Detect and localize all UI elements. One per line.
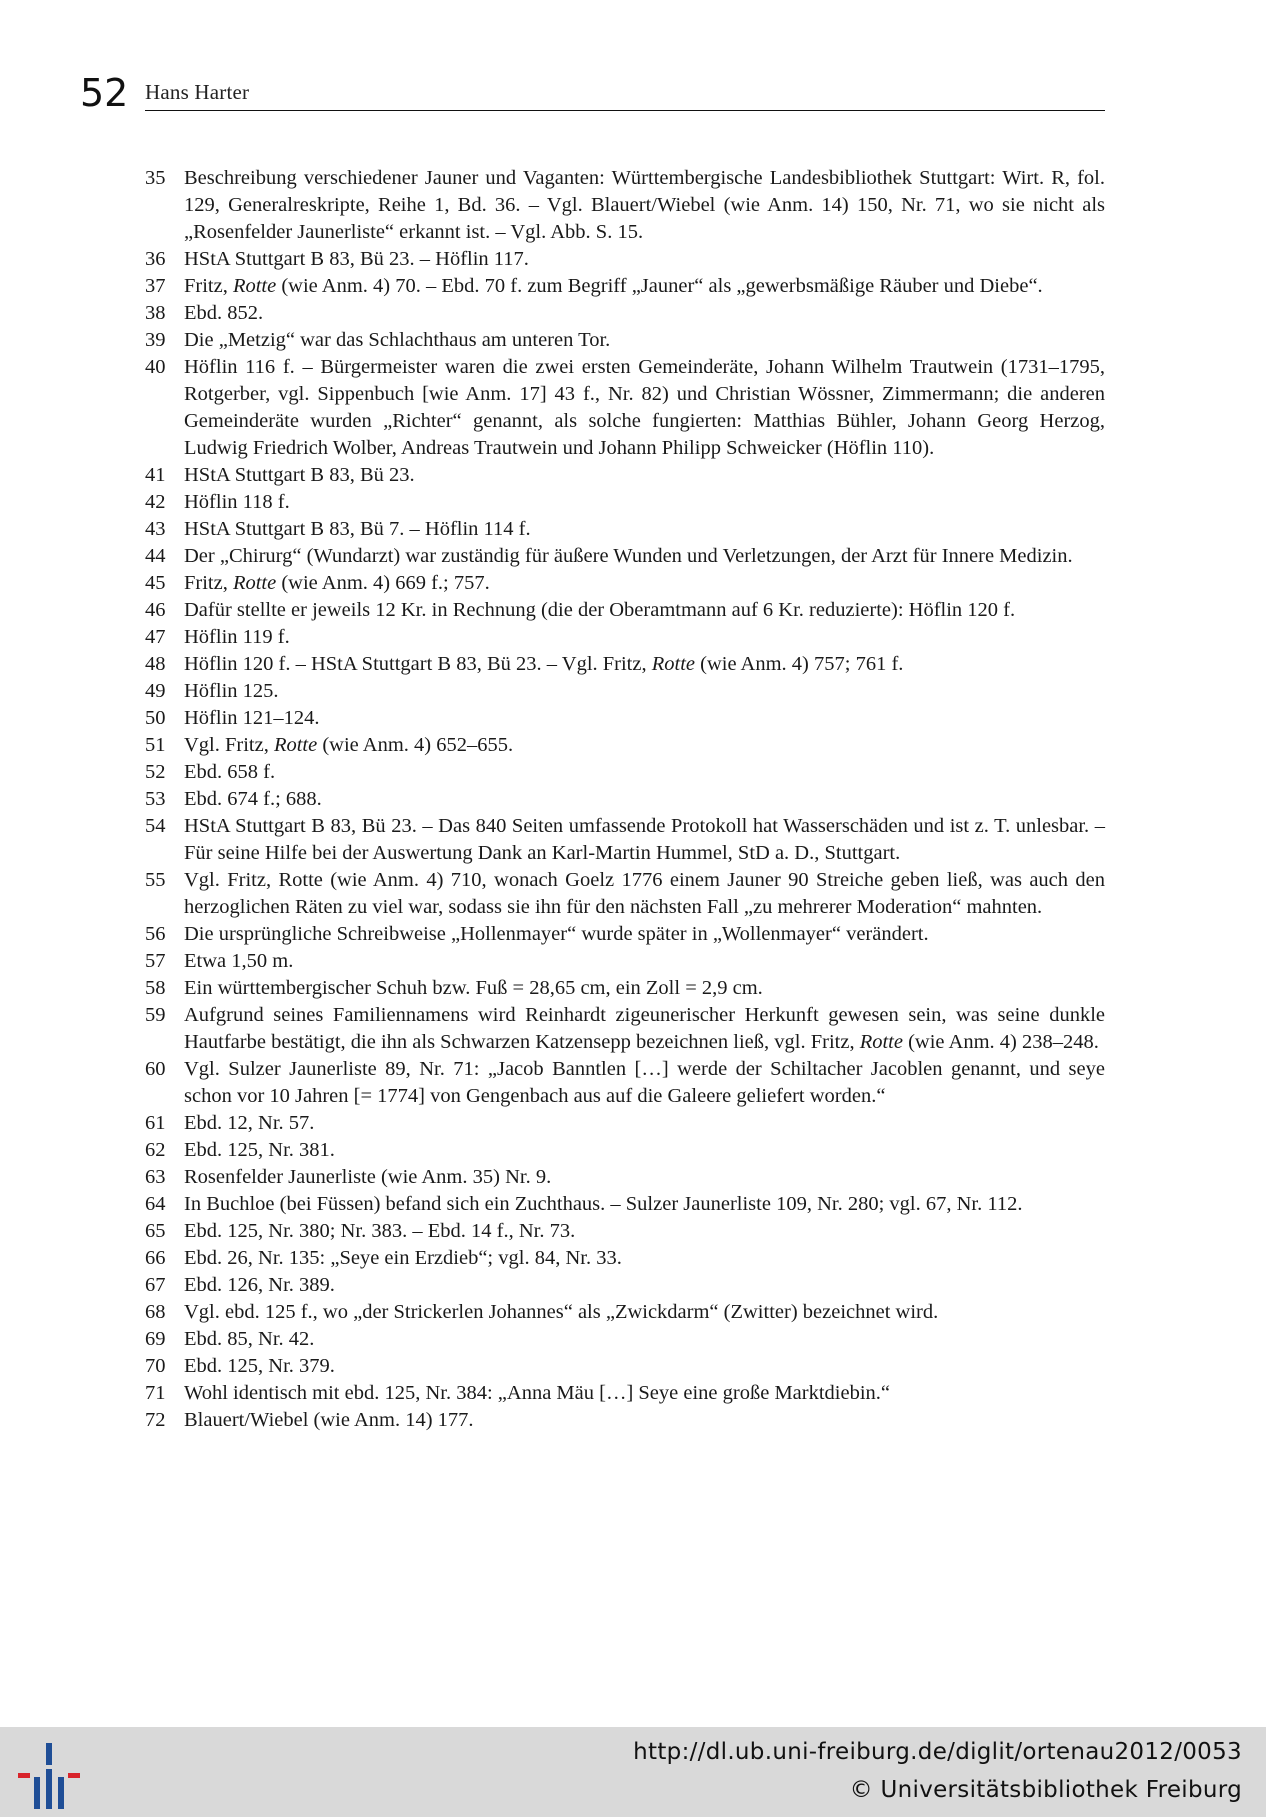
- footnote-item: [145, 1272, 1105, 1299]
- footnote-text-segment: Höflin 121–124.: [184, 707, 320, 729]
- footnote-text: [184, 975, 1105, 1002]
- footnote-number: 45: [145, 572, 166, 594]
- footnote-text-segment: Höflin 119 f.: [184, 626, 290, 648]
- footnote-number: 56: [145, 923, 166, 945]
- footnote-text: [184, 1245, 1105, 1272]
- footnote-text-segment: Höflin 120 f. – HStA Stuttgart B 83, Bü 23. – Vgl. Fritz,: [184, 653, 652, 675]
- footnote-item: [145, 300, 1105, 327]
- footnote-italic-text: Rotte: [232, 275, 277, 297]
- footnote-text-segment: Rosenfelder Jaunerliste (wie Anm. 35) Nr. 9.: [184, 1166, 552, 1188]
- footnote-text: [184, 732, 1105, 759]
- footnote-number: 44: [145, 545, 166, 567]
- footnote-text: [184, 759, 1105, 786]
- footnote-text-segment: Die „Metzig“ war das Schlachthaus am unteren Tor.: [184, 329, 611, 351]
- footnote-number: 61: [145, 1112, 166, 1134]
- footnote-item: [145, 1218, 1105, 1245]
- footnote-text-segment: Fritz,: [184, 275, 233, 297]
- footnote-text-segment: (wie Anm. 4) 757; 761 f.: [695, 653, 904, 675]
- footnote-number: 55: [145, 869, 166, 891]
- footnote-item: [145, 1137, 1105, 1164]
- footnote-number: 54: [145, 815, 166, 837]
- footnote-item: [145, 597, 1105, 624]
- footnote-text-segment: Vgl. ebd. 125 f., wo „der Strickerlen Johannes“ als „Zwickdarm“ (Zwitter) bezeichnet wird.: [184, 1301, 939, 1323]
- ub-freiburg-logo-icon[interactable]: [18, 1743, 82, 1809]
- footnote-text-segment: Ebd. 125, Nr. 381.: [184, 1139, 335, 1161]
- footnote-item: [145, 570, 1105, 597]
- footnote-number: 36: [145, 248, 166, 270]
- footnote-text: [184, 1191, 1105, 1218]
- footnote-text-segment: HStA Stuttgart B 83, Bü 23. – Das 840 Seiten umfassende Protokoll hat Wasserschäden und ist z. T. unlesbar. – Für seine Hilfe bei der Auswertung Dank an Karl-Martin Hummel, StD a. D., Stuttgart.: [184, 815, 1105, 864]
- footnote-text: [184, 1002, 1105, 1056]
- footnote-item: [145, 1056, 1105, 1110]
- footnote-number: 65: [145, 1220, 166, 1242]
- footnote-item: [145, 246, 1105, 273]
- footnote-number: 51: [145, 734, 166, 756]
- footnote-text: [184, 921, 1105, 948]
- footnote-text: [184, 813, 1105, 867]
- footnote-item: [145, 678, 1105, 705]
- footnote-number: 69: [145, 1328, 166, 1350]
- footnote-text-segment: Vgl. Sulzer Jaunerliste 89, Nr. 71: „Jacob Banntlen […] werde der Schiltacher Jacoblen genannt, und seye schon vor 10 Jahren [= 1774] von Gengenbach aus auf die Galeere geliefert worden.“: [184, 1058, 1105, 1107]
- footnote-text-segment: Fritz,: [184, 572, 233, 594]
- footnote-item: [145, 354, 1105, 462]
- footnote-text-segment: Blauert/Wiebel (wie Anm. 14) 177.: [184, 1409, 474, 1431]
- footnote-text-segment: Ebd. 85, Nr. 42.: [184, 1328, 315, 1350]
- footnote-text-segment: Höflin 118 f.: [184, 491, 290, 513]
- footnote-text: [184, 273, 1105, 300]
- footnote-item: [145, 327, 1105, 354]
- footnote-text-segment: (wie Anm. 4) 669 f.; 757.: [276, 572, 490, 594]
- footnote-number: 42: [145, 491, 166, 513]
- footer-copyright: © Universitätsbibliothek Freiburg: [849, 1777, 1242, 1803]
- footnote-text: [184, 1407, 1105, 1434]
- footnote-text: [184, 570, 1105, 597]
- footnote-number: 39: [145, 329, 166, 351]
- running-head: Hans Harter: [145, 80, 250, 104]
- footnote-text: [184, 1299, 1105, 1326]
- footnote-text: [184, 516, 1105, 543]
- footnote-text: [184, 1380, 1105, 1407]
- footnote-item: [145, 624, 1105, 651]
- footnote-text-segment: Ebd. 125, Nr. 380; Nr. 383. – Ebd. 14 f., Nr. 73.: [184, 1220, 576, 1242]
- footnote-text: [184, 678, 1105, 705]
- footnote-number: 59: [145, 1004, 166, 1026]
- footnote-number: 46: [145, 599, 166, 621]
- footnote-item: [145, 921, 1105, 948]
- footer-bar: [0, 1727, 1266, 1817]
- footnote-item: [145, 651, 1105, 678]
- footnote-item: [145, 948, 1105, 975]
- footnote-text-segment: (wie Anm. 4) 238–248.: [902, 1031, 1099, 1053]
- footnote-number: 68: [145, 1301, 166, 1323]
- footnote-item: [145, 975, 1105, 1002]
- footnote-text-segment: HStA Stuttgart B 83, Bü 23. – Höflin 117.: [184, 248, 529, 270]
- footnote-item: [145, 1191, 1105, 1218]
- footnote-number: 37: [145, 275, 166, 297]
- footnote-text: [184, 300, 1105, 327]
- footnote-number: 66: [145, 1247, 166, 1269]
- footnote-item: [145, 1299, 1105, 1326]
- footnotes-list: [145, 165, 1105, 1434]
- footnote-text-segment: Aufgrund seines Familiennamens wird Reinhardt zigeunerischer Herkunft gewesen sein, was seine dunkle Hautfarbe bestätigt, die ihn als Schwarzen Katzensepp bezeichnen ließ, vgl. Fritz,: [184, 1004, 1105, 1053]
- footnote-text-segment: Ebd. 658 f.: [184, 761, 276, 783]
- footnote-item: [145, 867, 1105, 921]
- footnote-text: [184, 1218, 1105, 1245]
- footnote-text-segment: In Buchloe (bei Füssen) befand sich ein Zuchthaus. – Sulzer Jaunerliste 109, Nr. 280; vgl. 67, Nr. 112.: [184, 1193, 1023, 1215]
- footnote-text: [184, 246, 1105, 273]
- footnote-item: [145, 786, 1105, 813]
- footnote-number: 53: [145, 788, 166, 810]
- footnote-number: 50: [145, 707, 166, 729]
- footnote-number: 62: [145, 1139, 166, 1161]
- footnote-text: [184, 543, 1105, 570]
- footnote-text-segment: Höflin 125.: [184, 680, 279, 702]
- footnote-text-segment: Beschreibung verschiedener Jauner und Vaganten: Württembergische Landesbibliothek Stuttgart: Wirt. R, fol. 129, Generalreskripte, Reihe 1, Bd. 36. – Vgl. Blauert/Wiebel (wie Anm. 14) 150, Nr. 71, wo sie nicht als „Rosenfelder Jaunerliste“ erkannt ist. – Vgl. Abb. S. 15.: [184, 167, 1105, 243]
- page-number: 52: [80, 71, 129, 115]
- footnote-text-segment: Höflin 116 f. – Bürgermeister waren die zwei ersten Gemeinderäte, Johann Wilhelm Trautwein (1731–1795, Rotgerber, vgl. Sippenbuch [wie Anm. 17] 43 f., Nr. 82) und Christian Wössner, Zimmermann; die anderen Gemeinderäte wurden „Richter“ genannt, als solche fungierten: Matthias Bühler, Johann Georg Herzog, Ludwig Friedrich Wolber, Andreas Trautwein und Johann Philipp Schweicker (Höflin 110).: [184, 356, 1105, 459]
- footnote-item: [145, 759, 1105, 786]
- footnote-number: 43: [145, 518, 166, 540]
- footnote-text: [184, 354, 1105, 462]
- footnote-number: 47: [145, 626, 166, 648]
- footnote-number: 57: [145, 950, 166, 972]
- footnote-text: [184, 1353, 1105, 1380]
- footnote-item: [145, 489, 1105, 516]
- footnote-item: [145, 1110, 1105, 1137]
- footnote-item: [145, 273, 1105, 300]
- footnote-text-segment: Ebd. 852.: [184, 302, 264, 324]
- footnote-text-segment: Ebd. 26, Nr. 135: „Seye ein Erzdieb“; vgl. 84, Nr. 33.: [184, 1247, 622, 1269]
- footnote-italic-text: Rotte: [651, 653, 695, 675]
- footnote-number: 48: [145, 653, 166, 675]
- footnote-number: 58: [145, 977, 166, 999]
- footnote-number: 64: [145, 1193, 166, 1215]
- footnote-number: 38: [145, 302, 166, 324]
- footnote-item: [145, 1353, 1105, 1380]
- footnote-text: [184, 489, 1105, 516]
- footnote-item: [145, 1002, 1105, 1056]
- footnote-text: [184, 462, 1105, 489]
- footnote-text-segment: Ein württembergischer Schuh bzw. Fuß = 28,65 cm, ein Zoll = 2,9 cm.: [184, 977, 763, 999]
- footnote-item: [145, 1164, 1105, 1191]
- footnote-text-segment: Dafür stellte er jeweils 12 Kr. in Rechnung (die der Oberamtmann auf 6 Kr. reduzierte): Höflin 120 f.: [184, 599, 1016, 621]
- footnote-item: [145, 516, 1105, 543]
- footnote-text-segment: Wohl identisch mit ebd. 125, Nr. 384: „Anna Mäu […] Seye eine große Marktdiebin.“: [184, 1382, 891, 1404]
- footnote-item: [145, 1245, 1105, 1272]
- footnote-item: [145, 165, 1105, 246]
- footnote-text-segment: (wie Anm. 4) 652–655.: [317, 734, 514, 756]
- footer-url[interactable]: http://dl.ub.uni-freiburg.de/diglit/ortenau2012/0053: [633, 1739, 1242, 1765]
- footnote-italic-text: Rotte: [232, 572, 277, 594]
- footnote-number: 72: [145, 1409, 166, 1431]
- footnote-item: [145, 813, 1105, 867]
- footnote-text: [184, 651, 1105, 678]
- footnote-text-segment: (wie Anm. 4) 70. – Ebd. 70 f. zum Begriff „Jauner“ als „gewerbsmäßige Räuber und Diebe“.: [276, 275, 1043, 297]
- footnote-text-segment: Ebd. 674 f.; 688.: [184, 788, 322, 810]
- footnote-item: [145, 1407, 1105, 1434]
- footnote-number: 60: [145, 1058, 166, 1080]
- footnote-text: [184, 327, 1105, 354]
- footnote-text: [184, 1272, 1105, 1299]
- footnote-text: [184, 705, 1105, 732]
- footnote-number: 70: [145, 1355, 166, 1377]
- footnote-number: 52: [145, 761, 166, 783]
- footnote-text: [184, 1326, 1105, 1353]
- footnote-text: [184, 624, 1105, 651]
- footnote-text: [184, 1110, 1105, 1137]
- footnote-item: [145, 705, 1105, 732]
- footnote-text-segment: Ebd. 12, Nr. 57.: [184, 1112, 315, 1134]
- footnote-text-segment: Der „Chirurg“ (Wundarzt) war zuständig für äußere Wunden und Verletzungen, der Arzt für Innere Medizin.: [184, 545, 1073, 567]
- footnote-text: [184, 786, 1105, 813]
- footnote-text-segment: Etwa 1,50 m.: [184, 950, 294, 972]
- footnote-number: 41: [145, 464, 166, 486]
- footnote-text-segment: HStA Stuttgart B 83, Bü 23.: [184, 464, 415, 486]
- footnote-number: 67: [145, 1274, 166, 1296]
- footnote-item: [145, 732, 1105, 759]
- footnote-italic-text: Rotte: [859, 1031, 903, 1053]
- header-rule: [145, 110, 1105, 111]
- footnote-item: [145, 543, 1105, 570]
- footnote-text-segment: Ebd. 126, Nr. 389.: [184, 1274, 335, 1296]
- footnote-text-segment: Vgl. Fritz, Rotte (wie Anm. 4) 710, wonach Goelz 1776 einem Jauner 90 Streiche geben ließ, was auch den herzoglichen Räten zu viel war, sodass sie ihn für den nächsten Fall „zu mehrerer Moderation“ mahnten.: [184, 869, 1105, 918]
- footnote-text: [184, 1137, 1105, 1164]
- footnote-text-segment: Ebd. 125, Nr. 379.: [184, 1355, 335, 1377]
- footnote-number: 71: [145, 1382, 166, 1404]
- footnote-text: [184, 1164, 1105, 1191]
- footnote-number: 63: [145, 1166, 166, 1188]
- footnote-italic-text: Rotte: [273, 734, 318, 756]
- footnote-text: [184, 165, 1105, 246]
- footnote-number: 49: [145, 680, 166, 702]
- footnote-item: [145, 462, 1105, 489]
- footnote-text: [184, 1056, 1105, 1110]
- footnote-text: [184, 597, 1105, 624]
- footnote-number: 40: [145, 356, 166, 378]
- footnote-text-segment: HStA Stuttgart B 83, Bü 7. – Höflin 114 f.: [184, 518, 531, 540]
- footnote-text-segment: Die ursprüngliche Schreibweise „Hollenmayer“ wurde später in „Wollenmayer“ verändert.: [184, 923, 929, 945]
- footnote-item: [145, 1380, 1105, 1407]
- footnote-number: 35: [145, 167, 166, 189]
- footnote-text: [184, 948, 1105, 975]
- footnote-text-segment: Vgl. Fritz,: [184, 734, 274, 756]
- footnote-item: [145, 1326, 1105, 1353]
- footnote-text: [184, 867, 1105, 921]
